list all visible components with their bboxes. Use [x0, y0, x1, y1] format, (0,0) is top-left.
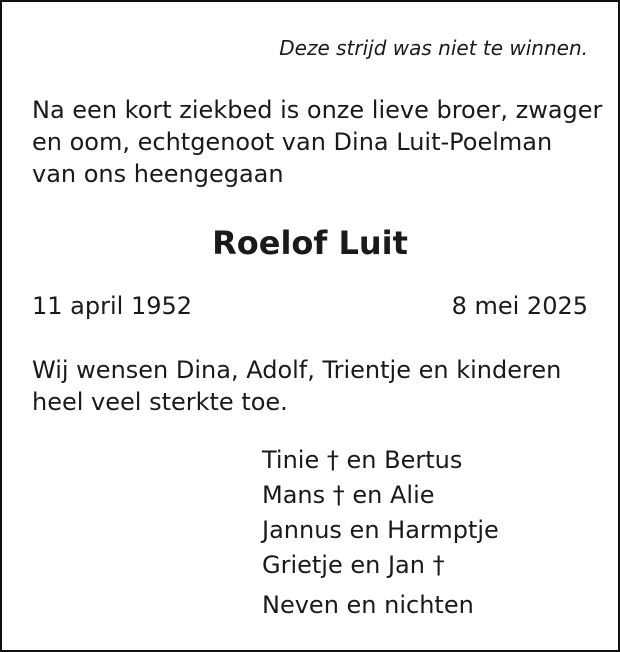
family-signatures — [262, 443, 499, 623]
family-member-line: Grietje en Jan † — [262, 551, 445, 579]
birth-date: 11 april 1952 — [32, 292, 193, 320]
condolence-paragraph — [32, 354, 602, 418]
motto-text: Deze strijd was niet te winnen. — [279, 36, 588, 60]
family-closing: Neven en nichten — [262, 591, 474, 619]
family-member-line: Mans † en Alie — [262, 481, 435, 509]
deceased-name: Roelof Luit — [212, 224, 408, 262]
condolence-line: heel veel sterkte toe. — [32, 388, 288, 416]
intro-line: Na een kort ziekbed is onze lieve broer, zwager — [32, 96, 603, 124]
intro-paragraph — [32, 94, 602, 190]
intro-line: van ons heengegaan — [32, 160, 284, 188]
death-date: 8 mei 2025 — [451, 292, 588, 320]
condolence-line: Wij wensen Dina, Adolf, Trientje en kinderen — [32, 356, 562, 384]
family-member-line: Tinie † en Bertus — [262, 446, 463, 474]
intro-line: en oom, echtgenoot van Dina Luit-Poelman — [32, 128, 553, 156]
family-member-line: Jannus en Harmptje — [262, 516, 499, 544]
